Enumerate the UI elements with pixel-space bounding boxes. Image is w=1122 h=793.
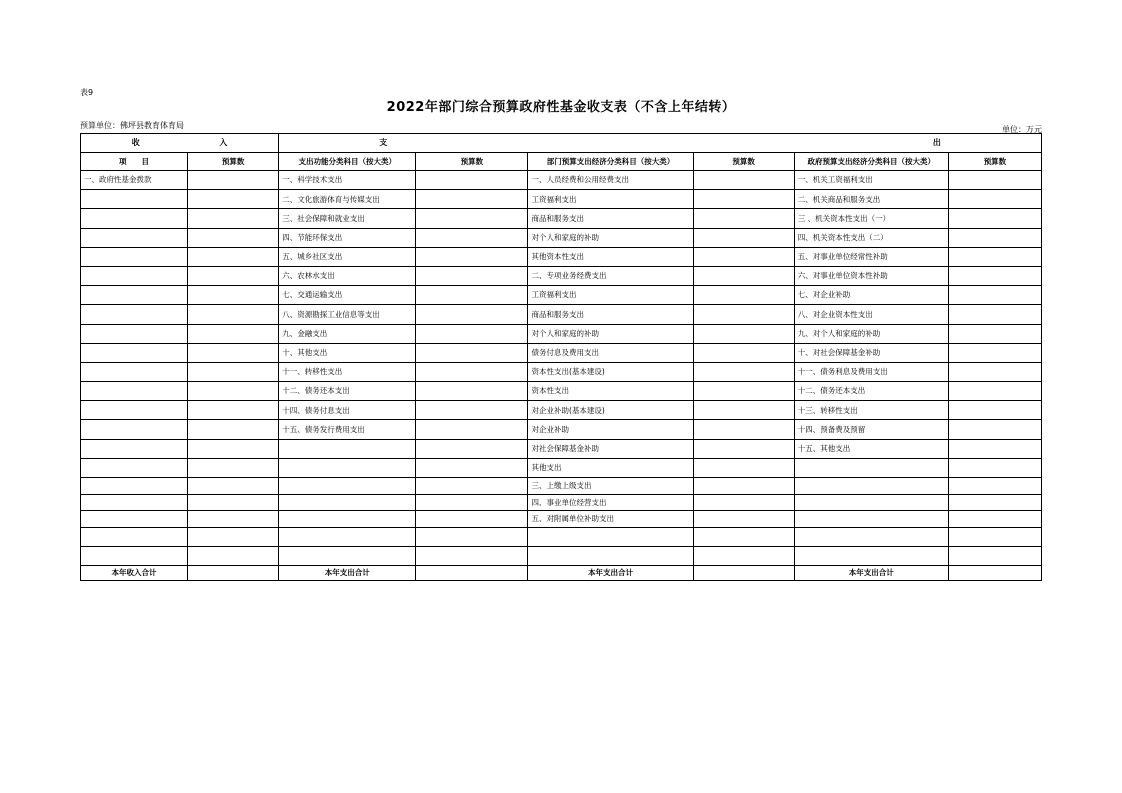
cell-income-item: 一、政府性基金拨款 (81, 171, 188, 190)
cell-gov-econ-class: 四、机关资本性支出（二） (794, 228, 948, 247)
cell-income-budget (188, 420, 279, 439)
cell-gov-econ-budget (948, 343, 1041, 362)
cell-gov-econ-class: 十一、债务利息及费用支出 (794, 362, 948, 381)
cell-function-class (279, 494, 416, 511)
cell-function-class: 一、科学技术支出 (279, 171, 416, 190)
table-row (81, 209, 1042, 228)
cell-function-class: 十、其他支出 (279, 343, 416, 362)
cell-dept-econ-budget (693, 343, 794, 362)
cell-function-budget (416, 478, 528, 495)
cell-function-budget (416, 458, 528, 477)
cell-function-budget (416, 527, 528, 546)
totals-row (81, 565, 1042, 580)
cell-gov-econ-class: 七、对企业补助 (794, 286, 948, 305)
table-row (81, 546, 1042, 565)
total-gov-econ-class: 本年支出合计 (794, 565, 948, 580)
cell-gov-econ-budget (948, 266, 1041, 285)
cell-income-budget (188, 478, 279, 495)
cell-income-budget (188, 247, 279, 266)
cell-dept-econ-class: 其他支出 (528, 458, 693, 477)
cell-income-item (81, 228, 188, 247)
cell-function-budget (416, 420, 528, 439)
cell-dept-econ-budget (693, 286, 794, 305)
cell-income-budget (188, 401, 279, 420)
cell-gov-econ-budget (948, 247, 1041, 266)
cell-gov-econ-budget (948, 527, 1041, 546)
table-row (81, 401, 1042, 420)
cell-income-budget (188, 343, 279, 362)
cell-function-budget (416, 439, 528, 458)
budget-unit-label: 预算单位：佛坪县教育体育局 (80, 121, 184, 130)
cell-dept-econ-budget (693, 511, 794, 528)
cell-gov-econ-budget (948, 478, 1041, 495)
table-row (81, 247, 1042, 266)
cell-gov-econ-class: 十、对社会保障基金补助 (794, 343, 948, 362)
cell-function-class (279, 439, 416, 458)
table-row (81, 343, 1042, 362)
cell-gov-econ-budget (948, 305, 1041, 324)
table-row (81, 494, 1042, 511)
total-gov-econ-budget (948, 565, 1041, 580)
cell-income-item (81, 494, 188, 511)
cell-gov-econ-class (794, 546, 948, 565)
cell-gov-econ-budget (948, 286, 1041, 305)
cell-dept-econ-budget (693, 527, 794, 546)
cell-gov-econ-budget (948, 190, 1041, 209)
cell-income-budget (188, 494, 279, 511)
cell-dept-econ-class: 对个人和家庭的补助 (528, 324, 693, 343)
cell-function-class (279, 478, 416, 495)
cell-income-item (81, 362, 188, 381)
cell-function-class (279, 527, 416, 546)
cell-dept-econ-class (528, 546, 693, 565)
cell-gov-econ-budget (948, 494, 1041, 511)
cell-dept-econ-budget (693, 305, 794, 324)
header-income-item: 项 目 (81, 153, 188, 171)
cell-income-budget (188, 439, 279, 458)
cell-gov-econ-budget (948, 362, 1041, 381)
cell-gov-econ-class: 六、对事业单位资本性补助 (794, 266, 948, 285)
cell-dept-econ-class: 工资福利支出 (528, 190, 693, 209)
cell-income-budget (188, 511, 279, 528)
cell-function-budget (416, 171, 528, 190)
table-row (81, 458, 1042, 477)
cell-dept-econ-class: 工资福利支出 (528, 286, 693, 305)
budget-table (80, 133, 1042, 581)
cell-dept-econ-budget (693, 439, 794, 458)
cell-function-class: 七、交通运输支出 (279, 286, 416, 305)
cell-gov-econ-budget (948, 511, 1041, 528)
cell-dept-econ-budget (693, 494, 794, 511)
cell-income-budget (188, 209, 279, 228)
cell-income-item (81, 478, 188, 495)
table-row (81, 420, 1042, 439)
cell-function-budget (416, 286, 528, 305)
cell-dept-econ-class: 其他资本性支出 (528, 247, 693, 266)
cell-income-budget (188, 171, 279, 190)
cell-dept-econ-budget (693, 362, 794, 381)
cell-income-item (81, 420, 188, 439)
cell-dept-econ-budget (693, 324, 794, 343)
cell-income-item (81, 324, 188, 343)
cell-income-item (81, 546, 188, 565)
cell-income-item (81, 511, 188, 528)
total-income-budget (188, 565, 279, 580)
cell-function-budget (416, 546, 528, 565)
page-title: 2022年部门综合预算政府性基金收支表（不含上年结转） (386, 100, 736, 115)
cell-gov-econ-class: 十四、预备费及预留 (794, 420, 948, 439)
cell-income-item (81, 439, 188, 458)
cell-gov-econ-class: 八、对企业资本性支出 (794, 305, 948, 324)
cell-function-class: 九、金融支出 (279, 324, 416, 343)
cell-gov-econ-class (794, 478, 948, 495)
cell-income-budget (188, 458, 279, 477)
cell-function-class: 二、文化旅游体育与传媒支出 (279, 190, 416, 209)
header-income-budget: 预算数 (188, 153, 279, 171)
table-row (81, 228, 1042, 247)
cell-income-budget (188, 362, 279, 381)
cell-function-class: 八、资源勘探工业信息等支出 (279, 305, 416, 324)
cell-function-class: 六、农林水支出 (279, 266, 416, 285)
cell-function-budget (416, 401, 528, 420)
total-function-budget (416, 565, 528, 580)
cell-income-item (81, 209, 188, 228)
header-dept-econ-class: 部门预算支出经济分类科目（按大类） (528, 153, 693, 171)
cell-dept-econ-class: 四、事业单位经营支出 (528, 494, 693, 511)
cell-function-class (279, 546, 416, 565)
income-group-char-2: 入 (219, 138, 228, 147)
table-row (81, 171, 1042, 190)
cell-income-budget (188, 190, 279, 209)
cell-function-budget (416, 209, 528, 228)
table-row (81, 286, 1042, 305)
cell-gov-econ-class: 九、对个人和家庭的补助 (794, 324, 948, 343)
cell-dept-econ-class: 对企业补助(基本建设) (528, 401, 693, 420)
cell-dept-econ-class: 对企业补助 (528, 420, 693, 439)
cell-gov-econ-budget (948, 209, 1041, 228)
cell-dept-econ-class: 资本性支出(基本建设) (528, 362, 693, 381)
cell-income-item (81, 527, 188, 546)
cell-income-budget (188, 286, 279, 305)
cell-gov-econ-class: 十二、债务还本支出 (794, 382, 948, 401)
cell-gov-econ-class: 五、对事业单位经常性补助 (794, 247, 948, 266)
cell-dept-econ-budget (693, 190, 794, 209)
header-function-budget: 预算数 (416, 153, 528, 171)
cell-gov-econ-budget (948, 439, 1041, 458)
income-group-char-1: 收 (131, 138, 140, 147)
cell-function-budget (416, 228, 528, 247)
cell-dept-econ-budget (693, 478, 794, 495)
cell-function-budget (416, 494, 528, 511)
cell-gov-econ-budget (948, 324, 1041, 343)
income-group-header (81, 134, 279, 153)
total-dept-econ-budget (693, 565, 794, 580)
cell-dept-econ-budget (693, 171, 794, 190)
cell-income-item (81, 382, 188, 401)
cell-income-budget (188, 228, 279, 247)
cell-income-item (81, 401, 188, 420)
cell-dept-econ-class: 三、上缴上级支出 (528, 478, 693, 495)
cell-dept-econ-budget (693, 209, 794, 228)
table-row (81, 324, 1042, 343)
cell-function-budget (416, 511, 528, 528)
table-row (81, 362, 1042, 381)
cell-function-class: 十四、债务付息支出 (279, 401, 416, 420)
table-row (81, 382, 1042, 401)
header-gov-econ-class: 政府预算支出经济分类科目（按大类） (794, 153, 948, 171)
cell-gov-econ-budget (948, 228, 1041, 247)
cell-gov-econ-class: 十三、转移性支出 (794, 401, 948, 420)
cell-income-item (81, 458, 188, 477)
cell-dept-econ-budget (693, 458, 794, 477)
cell-gov-econ-budget (948, 420, 1041, 439)
cell-function-budget (416, 362, 528, 381)
cell-dept-econ-budget (693, 420, 794, 439)
cell-gov-econ-budget (948, 458, 1041, 477)
expense-group-char-2: 出 (932, 138, 941, 147)
cell-gov-econ-class (794, 511, 948, 528)
cell-dept-econ-class: 一、人员经费和公用经费支出 (528, 171, 693, 190)
cell-dept-econ-class (528, 527, 693, 546)
total-function-class: 本年支出合计 (279, 565, 416, 580)
cell-function-class: 五、城乡社区支出 (279, 247, 416, 266)
cell-dept-econ-class: 商品和服务支出 (528, 209, 693, 228)
cell-income-budget (188, 527, 279, 546)
currency-unit-label: 单位：万元 (1002, 125, 1042, 134)
cell-function-budget (416, 190, 528, 209)
table-row (81, 305, 1042, 324)
table-row (81, 439, 1042, 458)
cell-function-budget (416, 266, 528, 285)
cell-income-item (81, 343, 188, 362)
cell-function-class (279, 458, 416, 477)
header-gov-econ-budget: 预算数 (948, 153, 1041, 171)
cell-dept-econ-budget (693, 266, 794, 285)
cell-dept-econ-class: 债务付息及费用支出 (528, 343, 693, 362)
cell-income-budget (188, 546, 279, 565)
cell-gov-econ-class: 十五、其他支出 (794, 439, 948, 458)
cell-gov-econ-class: 一、机关工资福利支出 (794, 171, 948, 190)
cell-dept-econ-class: 五、对附属单位补助支出 (528, 511, 693, 528)
cell-gov-econ-budget (948, 401, 1041, 420)
expense-group-char-1: 支 (379, 138, 388, 147)
cell-income-budget (188, 266, 279, 285)
table-row (81, 478, 1042, 495)
cell-income-item (81, 247, 188, 266)
cell-function-class: 十二、债务还本支出 (279, 382, 416, 401)
cell-function-budget (416, 305, 528, 324)
table-row (81, 266, 1042, 285)
cell-function-class (279, 511, 416, 528)
cell-dept-econ-budget (693, 546, 794, 565)
cell-gov-econ-class (794, 527, 948, 546)
cell-function-budget (416, 343, 528, 362)
cell-gov-econ-class (794, 494, 948, 511)
table-row (81, 527, 1042, 546)
table-row (81, 190, 1042, 209)
cell-dept-econ-class: 对个人和家庭的补助 (528, 228, 693, 247)
total-income-item: 本年收入合计 (81, 565, 188, 580)
cell-dept-econ-budget (693, 382, 794, 401)
cell-dept-econ-class: 商品和服务支出 (528, 305, 693, 324)
table-row (81, 511, 1042, 528)
cell-dept-econ-class: 二、专项业务经费支出 (528, 266, 693, 285)
cell-income-budget (188, 305, 279, 324)
cell-function-class: 四、节能环保支出 (279, 228, 416, 247)
cell-function-budget (416, 247, 528, 266)
cell-income-item (81, 266, 188, 285)
cell-gov-econ-class: 三 、机关资本性支出（一） (794, 209, 948, 228)
cell-function-budget (416, 324, 528, 343)
cell-function-class: 十一、转移性支出 (279, 362, 416, 381)
cell-gov-econ-budget (948, 382, 1041, 401)
cell-function-class: 三、社会保障和就业支出 (279, 209, 416, 228)
cell-gov-econ-class (794, 458, 948, 477)
header-function-class: 支出功能分类科目（按大类） (279, 153, 416, 171)
cell-gov-econ-class: 二、机关商品和服务支出 (794, 190, 948, 209)
column-header-row (81, 153, 1042, 171)
header-dept-econ-budget: 预算数 (693, 153, 794, 171)
cell-gov-econ-budget (948, 171, 1041, 190)
cell-gov-econ-budget (948, 546, 1041, 565)
cell-income-item (81, 305, 188, 324)
expense-group-header (279, 134, 1042, 153)
cell-dept-econ-class: 对社会保障基金补助 (528, 439, 693, 458)
cell-income-budget (188, 324, 279, 343)
cell-dept-econ-budget (693, 401, 794, 420)
total-dept-econ-class: 本年支出合计 (528, 565, 693, 580)
group-header-row (81, 134, 1042, 153)
cell-dept-econ-budget (693, 247, 794, 266)
cell-function-class: 十五、债务发行费用支出 (279, 420, 416, 439)
cell-dept-econ-class: 资本性支出 (528, 382, 693, 401)
cell-dept-econ-budget (693, 228, 794, 247)
cell-income-budget (188, 382, 279, 401)
cell-income-item (81, 286, 188, 305)
cell-function-budget (416, 382, 528, 401)
cell-income-item (81, 190, 188, 209)
table-number: 表9 (80, 88, 94, 97)
